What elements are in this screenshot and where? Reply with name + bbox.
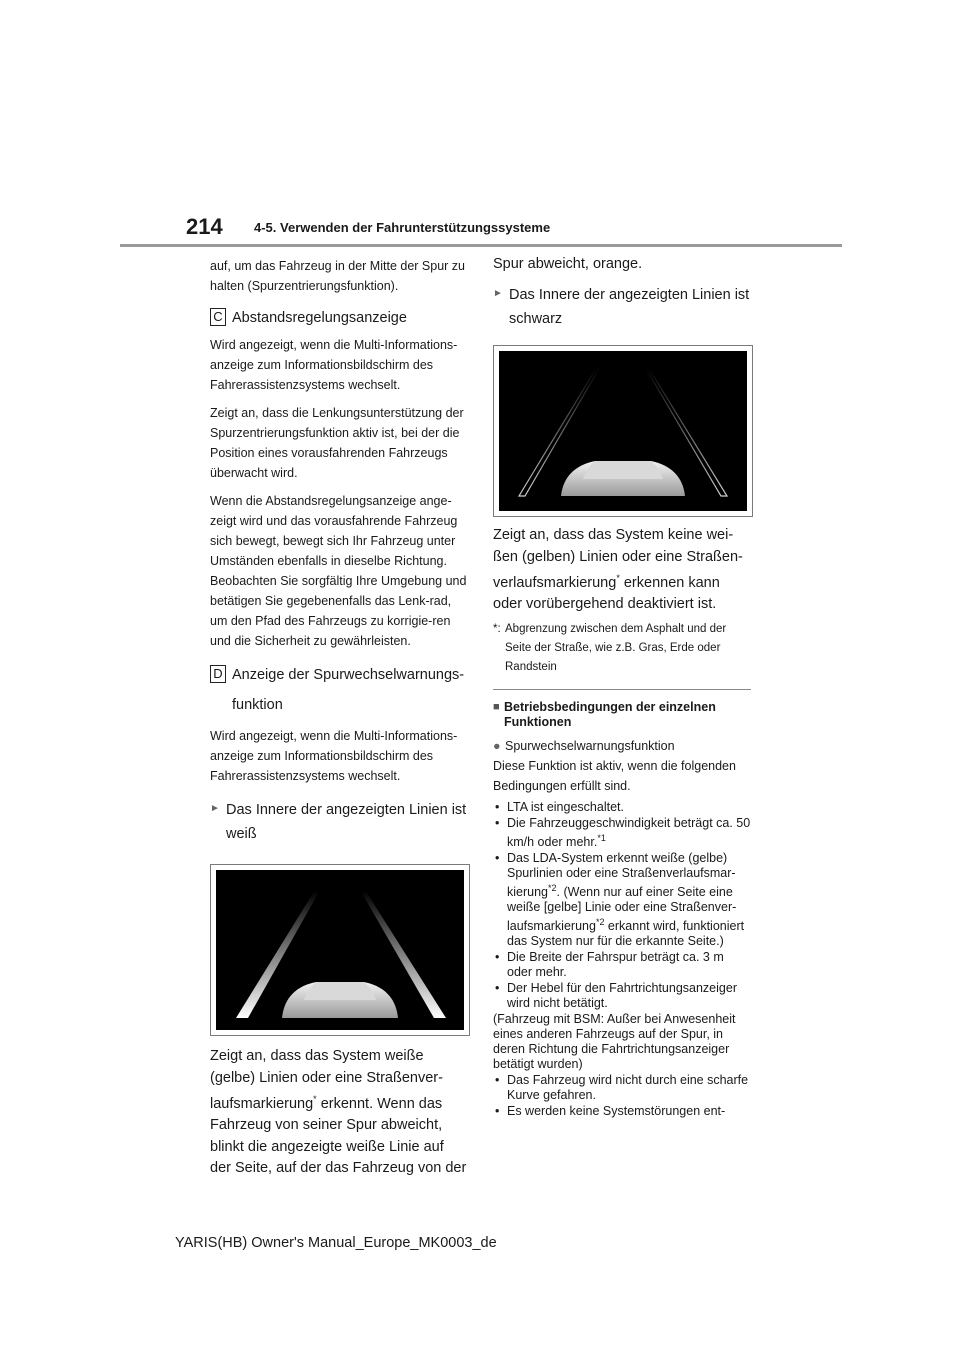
footnote-mark: *:	[493, 622, 501, 635]
lane-display-white-image	[216, 870, 464, 1030]
list-item: • Das LDA-System erkennt weiße (gelbe) Spurlinien oder eine Straßenverlaufsmar-kierung$^{*2}$. (Wenn nur auf einer Seite eine weiße [gelbe] Linie oder eine Straßenver-laufsmarkierung$^{*2}$ erkannt wird, funktioniert das System nur für die erkannte Seite.)	[495, 850, 745, 949]
lane-display-black-image	[499, 351, 747, 511]
list-item: • Der Hebel für den Fahrtrichtungsanzeiger wird nicht betätigt.	[495, 981, 737, 1011]
c-paragraph-3: Wenn die Abstandsregelungsanzeige ange-zeigt wird und das vorausfahrende Fahrzeug sich bewegt, bewegt sich Ihr Fahrzeug unter Umständen ebenfalls in dieselbe Richtung. Beobachten Sie sorgfältig Ihre Umgebung und betätigen Sie gegebenenfalls das Lenk-rad, um den Pfad des Fahrzeugs zu korrigie-ren und die Sicherheit zu gewährleisten.	[210, 494, 467, 648]
section-title: 4-5. Verwenden der Fahrunterstützungssysteme	[254, 220, 551, 235]
label-c-title: Abstandsregelungsanzeige	[232, 310, 407, 326]
bsm-note: (Fahrzeug mit BSM: Außer bei Anwesenheit eines anderen Fahrzeugs auf der Spur, in deren Richtung die Fahrtrichtungsanzeiger betätigt wurden)	[493, 1012, 736, 1072]
section-divider	[493, 689, 751, 690]
letter-c-box: C	[210, 308, 226, 326]
footer-text: YARIS(HB) Owner's Manual_Europe_MK0003_de	[175, 1235, 497, 1251]
intro-text: auf, um das Fahrzeug in der Mitte der Spur zu halten (Spurzentrierungsfunktion).	[210, 259, 465, 293]
letter-d-box: D	[210, 665, 226, 683]
left-column	[210, 256, 468, 1180]
footnote	[493, 620, 751, 677]
list-item: • Die Fahrzeuggeschwindigkeit beträgt ca. 50 km/h oder mehr.$^{*1}$	[495, 815, 751, 849]
label-d	[210, 665, 468, 720]
circle-bullet-icon: ●	[493, 738, 501, 753]
bullet-black	[493, 283, 751, 331]
list-item: • Das Fahrzeug wird nicht durch eine scharfe Kurve gefahren.	[495, 1073, 749, 1103]
label-c	[210, 308, 468, 329]
triangle-bullet-icon: ►	[493, 288, 503, 299]
footnote-text: Abgrenzung zwischen dem Asphalt und der Seite der Straße, wie z.B. Gras, Erde oder Randstein	[505, 622, 727, 673]
d-paragraph-1: Wird angezeigt, wenn die Multi-Informations-anzeige zum Informationsbildschirm des Fahrerassistenzsystems wechselt.	[210, 729, 458, 783]
lane-display-black	[493, 345, 753, 517]
white-description: Zeigt an, dass das System weiße (gelbe) Linien oder eine Straßenver-laufsmarkierung* erkennt. Wenn das Fahrzeug von seiner Spur abweicht, blinkt die angezeigte weiße Linie auf der Seite, auf der das Fahrzeug von der	[210, 1048, 467, 1177]
list-item: • Die Breite der Fahrspur beträgt ca. 3 m oder mehr.	[495, 950, 724, 980]
bullet-white	[210, 798, 468, 846]
square-heading-icon: ■	[493, 700, 500, 713]
triangle-bullet-icon: ►	[210, 803, 220, 814]
conditions-heading: ■ Betriebsbedingungen der einzelnen Funktionen	[493, 699, 716, 729]
list-item: • LTA ist eingeschaltet.	[495, 799, 624, 814]
function-title: ● Spurwechselwarnungsfunktion	[493, 736, 751, 756]
c-paragraph-1: Wird angezeigt, wenn die Multi-Informations-anzeige zum Informationsbildschirm des Fahrerassistenzsystems wechselt.	[210, 338, 458, 392]
continuation-text: Spur abweicht, orange.	[493, 256, 643, 272]
page-number: 214	[186, 214, 223, 239]
lane-display-white	[210, 864, 470, 1036]
c-paragraph-2: Zeigt an, dass die Lenkungsunterstützung der Spurzentrierungsfunktion aktiv ist, bei der die Position eines vorausfahrenden Fahrzeugs überwacht wird.	[210, 406, 464, 480]
list-item: • Es werden keine Systemstörungen ent-	[495, 1104, 726, 1119]
label-d-title: Anzeige der Spurwechselwarnungs-funktion	[232, 667, 465, 713]
bullet-white-text: Das Innere der angezeigten Linien ist weiß	[226, 802, 467, 842]
black-description: Zeigt an, dass das System keine wei-ßen (gelben) Linien oder eine Straßen-verlaufsmarkierung* erkennen kann oder vorübergehend deaktiviert ist.	[493, 527, 743, 613]
right-column	[493, 254, 751, 1120]
function-intro: Diese Funktion ist aktiv, wenn die folgenden Bedingungen erfüllt sind.	[493, 758, 736, 793]
header-rule	[120, 244, 842, 247]
bullet-black-text: Das Innere der angezeigten Linien ist schwarz	[509, 287, 750, 327]
